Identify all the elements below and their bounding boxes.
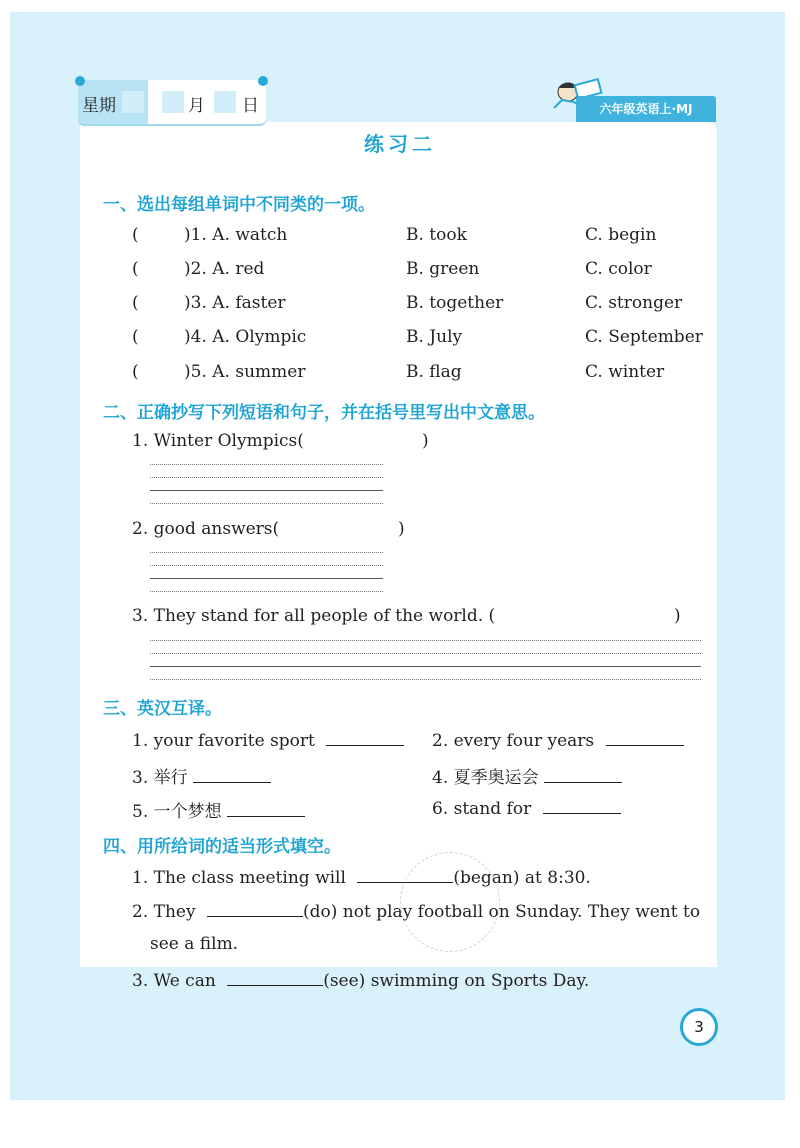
answer-blank[interactable] [543, 797, 621, 814]
translate-prompt: 5. 一个梦想 [132, 802, 222, 822]
translate-prompt: 1. your favorite sport [132, 731, 315, 751]
option-a: )3. A. faster [184, 293, 286, 313]
page-title: 练习二 [364, 132, 436, 156]
option-b: B. together [406, 293, 504, 313]
fill-text: 1. The class meeting will [132, 868, 346, 888]
translate-prompt: 4. 夏季奥运会 [432, 768, 539, 788]
fill-text: (see) swimming on Sports Day. [323, 971, 590, 991]
month-field[interactable] [162, 91, 184, 113]
fill-item-2-cont: see a film. [150, 934, 239, 954]
option-a: )2. A. red [184, 259, 265, 279]
answer-blank[interactable] [227, 800, 305, 817]
pin-icon [75, 76, 85, 86]
answer-blank[interactable] [326, 729, 404, 746]
day-field[interactable] [214, 91, 236, 113]
page-number: 3 [680, 1008, 718, 1046]
translate-prompt: 3. 举行 [132, 768, 188, 788]
answer-blank[interactable] [544, 766, 622, 783]
section-2-title: 二、正确抄写下列短语和句子，并在括号里写出中文意思。 [103, 403, 545, 423]
option-c: C. begin [585, 225, 657, 245]
grade-badge: 六年级英语上·MJ [576, 96, 716, 122]
option-b: B. green [406, 259, 480, 279]
option-b: B. flag [406, 362, 462, 382]
option-c: C. color [585, 259, 652, 279]
answer-paren-open[interactable]: ( [132, 327, 139, 347]
answer-paren-open[interactable]: ( [132, 293, 139, 313]
translate-item [132, 763, 271, 788]
translate-prompt: 2. every four years [432, 731, 595, 751]
answer-blank[interactable] [227, 969, 323, 986]
translate-item [432, 797, 621, 819]
watermark-stamp [400, 852, 500, 952]
section-1-title: 一、选出每组单词中不同类的一项。 [103, 195, 375, 215]
fill-text: (do) not play football on Sunday. They went to [302, 902, 701, 922]
copy-item-3: 3. They stand for all people of the world. ( [132, 606, 496, 626]
copy-item-2: 2. good answers( [132, 519, 280, 539]
pin-icon [258, 76, 268, 86]
translate-item [432, 729, 684, 751]
answer-blank[interactable] [606, 729, 684, 746]
fill-text: 3. We can [132, 971, 216, 991]
answer-blank[interactable] [193, 766, 271, 783]
option-a: )5. A. summer [184, 362, 306, 382]
option-c: C. stronger [585, 293, 683, 313]
paren-close: ) [422, 431, 429, 451]
section-3-title: 三、英汉互译。 [103, 699, 222, 719]
fill-item-3 [132, 969, 589, 991]
section-4-title: 四、用所给词的适当形式填空。 [103, 837, 341, 857]
option-a: )1. A. watch [184, 225, 288, 245]
option-a: )4. A. Olympic [184, 327, 307, 347]
fill-text: (began) at 8:30. [453, 868, 591, 888]
answer-paren-open[interactable]: ( [132, 225, 139, 245]
month-label: 月 [188, 96, 205, 116]
option-b: B. July [406, 327, 463, 347]
translate-item [132, 797, 305, 822]
fill-item-1 [132, 866, 591, 888]
copy-item-1: 1. Winter Olympics( [132, 431, 304, 451]
answer-paren-open[interactable]: ( [132, 362, 139, 382]
date-box [78, 80, 266, 124]
fill-text: 2. They [132, 902, 196, 922]
translate-item [132, 729, 404, 751]
day-label: 日 [242, 96, 259, 116]
translate-prompt: 6. stand for [432, 799, 532, 819]
option-c: C. winter [585, 362, 665, 382]
weekday-label: 星期 [82, 96, 116, 116]
paren-close: ) [674, 606, 681, 626]
option-b: B. took [406, 225, 467, 245]
answer-paren-open[interactable]: ( [132, 259, 139, 279]
translate-item [432, 763, 622, 788]
answer-blank[interactable] [207, 900, 303, 917]
weekday-field[interactable] [122, 91, 144, 113]
option-c: C. September [585, 327, 703, 347]
paren-close: ) [398, 519, 405, 539]
